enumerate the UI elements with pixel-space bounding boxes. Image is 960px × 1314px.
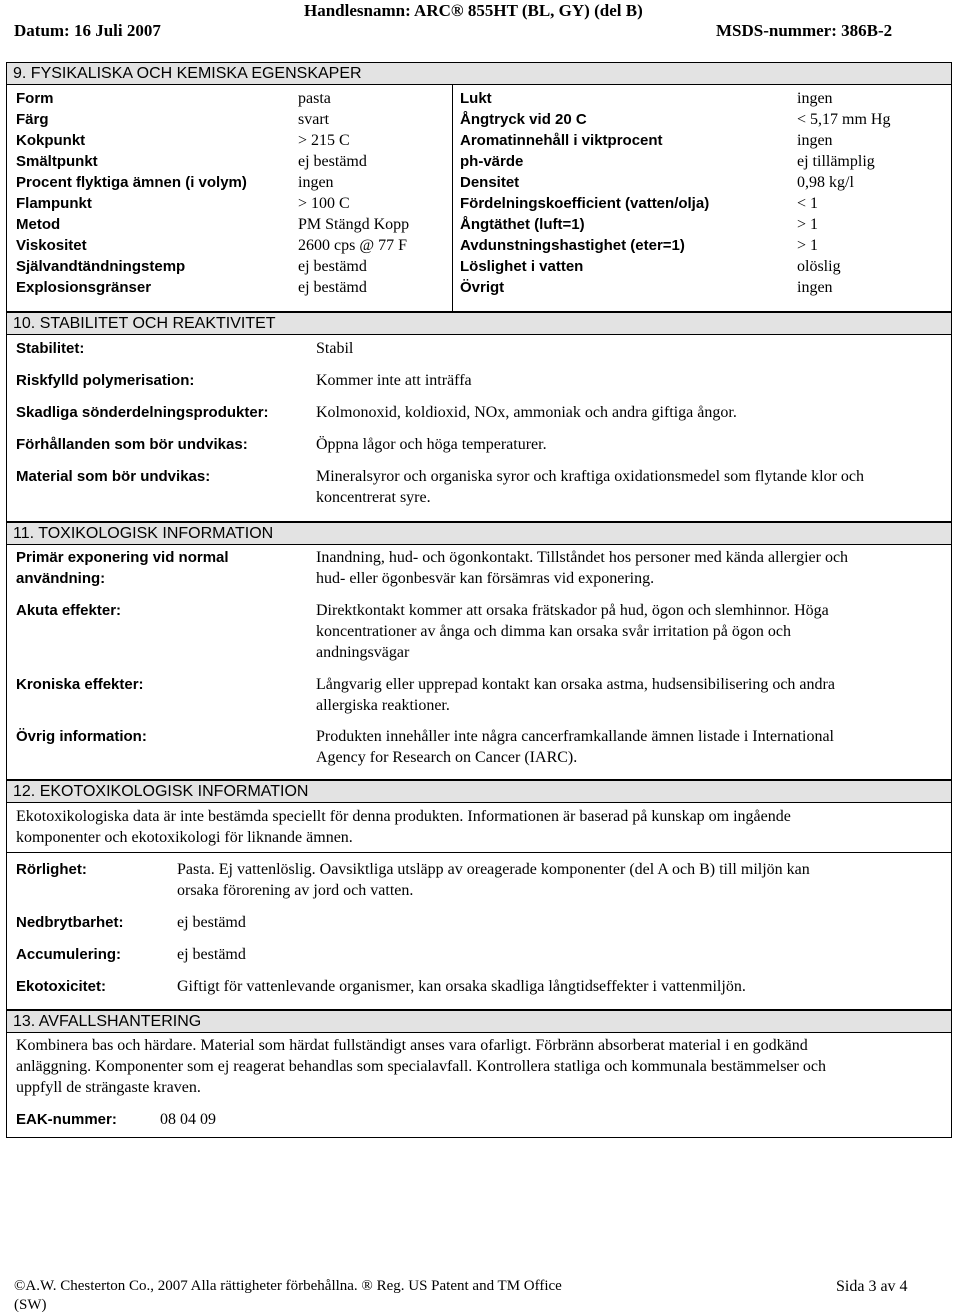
accumulation-label: Accumulering: bbox=[16, 946, 122, 963]
waste-text-cont: uppfyll de strängaste kraven. bbox=[16, 1079, 201, 1096]
property-value: ingen bbox=[797, 90, 833, 107]
section-12-title: 12. EKOTOXIKOLOGISK INFORMATION bbox=[7, 781, 951, 803]
eco-intro: Ekotoxikologiska data är inte bestämda speciellt för denna produkten. Informationen är baserad på kunskap om ingående bbox=[16, 808, 791, 825]
other-info-label: Övrig information: bbox=[16, 728, 147, 745]
ecotoxicity-label: Ekotoxicitet: bbox=[16, 978, 107, 995]
property-label: Ångtryck vid 20 C bbox=[460, 111, 587, 128]
column-divider bbox=[452, 85, 453, 312]
property-value: olöslig bbox=[797, 258, 841, 275]
property-label: Avdunstningshastighet (eter=1) bbox=[460, 237, 685, 254]
property-label: Explosionsgränser bbox=[16, 279, 152, 296]
property-label: Aromatinnehåll i viktprocent bbox=[460, 132, 663, 149]
property-label: Metod bbox=[16, 216, 61, 233]
property-label: Ångtäthet (luft=1) bbox=[460, 216, 585, 233]
conditions-avoid-label: Förhållanden som bör undvikas: bbox=[16, 436, 248, 453]
property-value: ej bestämd bbox=[298, 258, 367, 275]
chronic-effects-label: Kroniska effekter: bbox=[16, 676, 144, 693]
eco-intro-cont: komponenter och ekotoxikologi för liknande ämnen. bbox=[16, 829, 353, 846]
mobility-label: Rörlighet: bbox=[16, 861, 87, 878]
property-value: < 1 bbox=[797, 195, 819, 212]
other-info-value-cont: Agency for Research on Cancer (IARC). bbox=[316, 749, 578, 766]
property-label: ph-värde bbox=[460, 153, 524, 170]
property-value: > 1 bbox=[797, 237, 819, 254]
decomposition-label: Skadliga sönderdelningsprodukter: bbox=[16, 404, 269, 421]
exposure-label-cont: användning: bbox=[16, 570, 106, 587]
property-value: 2600 cps @ 77 F bbox=[298, 237, 407, 254]
property-label: Övrigt bbox=[460, 279, 505, 296]
materials-avoid-label: Material som bör undvikas: bbox=[16, 468, 211, 485]
property-label: Färg bbox=[16, 111, 49, 128]
footer-sw: (SW) bbox=[14, 1297, 47, 1313]
acute-effects-label: Akuta effekter: bbox=[16, 602, 122, 619]
waste-text-cont: anläggning. Komponenter som ej reagerat behandlas som specialavfall. Kontrollera statliga och kommunala bestämmelser och bbox=[16, 1058, 826, 1075]
polymerisation-value: Kommer inte att inträffa bbox=[316, 372, 472, 389]
ecotoxicity-value: Giftigt för vattenlevande organismer, kan orsaka skadliga långtidseffekter i vattenmiljön. bbox=[177, 978, 746, 995]
chronic-effects-value: Långvarig eller upprepad kontakt kan orsaka astma, hudsensibilisering och andra bbox=[316, 676, 835, 693]
property-value: ej bestämd bbox=[298, 153, 367, 170]
property-value: ingen bbox=[298, 174, 334, 191]
property-value: < 5,17 mm Hg bbox=[797, 111, 891, 128]
page-number: Sida 3 av 4 bbox=[836, 1278, 908, 1295]
property-label: Densitet bbox=[460, 174, 520, 191]
stability-label: Stabilitet: bbox=[16, 340, 85, 357]
exposure-value-cont: hud- eller ögonbesvär kan försämras vid exponering. bbox=[316, 570, 655, 587]
product-name: Handlesnamn: ARC® 855HT (BL, GY) (del B) bbox=[304, 1, 643, 20]
property-label: Fördelningskoefficient (vatten/olja) bbox=[460, 195, 710, 212]
property-value: ej tillämplig bbox=[797, 153, 875, 170]
property-value: > 215 C bbox=[298, 132, 350, 149]
property-label: Procent flyktiga ämnen (i volym) bbox=[16, 174, 247, 191]
exposure-label: Primär exponering vid normal bbox=[16, 549, 229, 566]
degradability-value: ej bestämd bbox=[177, 914, 246, 931]
property-label: Form bbox=[16, 90, 54, 107]
waste-text: Kombinera bas och härdare. Material som härdat fullständigt anses vara ofarligt. Förbränn absorberat material i en godkänd bbox=[16, 1037, 808, 1054]
property-value: pasta bbox=[298, 90, 331, 107]
property-label: Smältpunkt bbox=[16, 153, 98, 170]
decomposition-value: Kolmonoxid, koldioxid, NOx, ammoniak och andra giftiga ångor. bbox=[316, 404, 737, 421]
divider bbox=[6, 852, 952, 853]
accumulation-value: ej bestämd bbox=[177, 946, 246, 963]
property-label: Viskositet bbox=[16, 237, 87, 254]
property-label: Självandtändningstemp bbox=[16, 258, 186, 275]
acute-effects-value-cont: koncentrationer av ånga och dimma kan orsaka svår irritation på ögon och bbox=[316, 623, 791, 640]
property-value: > 100 C bbox=[298, 195, 350, 212]
section-13-title: 13. AVFALLSHANTERING bbox=[7, 1011, 951, 1033]
property-value: PM Stängd Kopp bbox=[298, 216, 410, 233]
eak-label: EAK-nummer: bbox=[16, 1111, 117, 1128]
property-label: Lukt bbox=[460, 90, 492, 107]
property-value: 0,98 kg/l bbox=[797, 174, 854, 191]
property-value: > 1 bbox=[797, 216, 819, 233]
copyright: ©A.W. Chesterton Co., 2007 Alla rättigheter förbehållna. ® Reg. US Patent and TM Office bbox=[14, 1278, 562, 1294]
property-value: ingen bbox=[797, 132, 833, 149]
stability-value: Stabil bbox=[316, 340, 354, 357]
eak-value: 08 04 09 bbox=[160, 1111, 216, 1128]
chronic-effects-value-cont: allergiska reaktioner. bbox=[316, 697, 450, 714]
mobility-value-cont: orsaka förorening av jord och vatten. bbox=[177, 882, 414, 899]
property-label: Kokpunkt bbox=[16, 132, 86, 149]
conditions-avoid-value: Öppna lågor och höga temperaturer. bbox=[316, 436, 547, 453]
document-date: Datum: 16 Juli 2007 bbox=[14, 21, 161, 40]
mobility-value: Pasta. Ej vattenlöslig. Oavsiktliga utsläpp av oreagerade komponenter (del A och B) till miljön kan bbox=[177, 861, 810, 878]
acute-effects-value-cont: andningsvägar bbox=[316, 644, 410, 661]
property-value: ingen bbox=[797, 279, 833, 296]
other-info-value: Produkten innehåller inte några cancerframkallande ämnen listade i International bbox=[316, 728, 834, 745]
section-11-title: 11. TOXIKOLOGISK INFORMATION bbox=[7, 523, 951, 545]
materials-avoid-value: Mineralsyror och organiska syror och kraftiga oxidationsmedel som flytande klor och bbox=[316, 468, 865, 485]
polymerisation-label: Riskfylld polymerisation: bbox=[16, 372, 195, 389]
acute-effects-value: Direktkontakt kommer att orsaka frätskador på hud, ögon och slemhinnor. Höga bbox=[316, 602, 829, 619]
property-label: Flampunkt bbox=[16, 195, 92, 212]
msds-number: MSDS-nummer: 386B-2 bbox=[716, 21, 893, 40]
property-value: svart bbox=[298, 111, 330, 128]
section-9-title: 9. FYSIKALISKA OCH KEMISKA EGENSKAPER bbox=[7, 63, 951, 85]
exposure-value: Inandning, hud- och ögonkontakt. Tillståndet hos personer med kända allergier och bbox=[316, 549, 849, 566]
property-value: ej bestämd bbox=[298, 279, 367, 296]
property-label: Löslighet i vatten bbox=[460, 258, 584, 275]
degradability-label: Nedbrytbarhet: bbox=[16, 914, 124, 931]
section-10-title: 10. STABILITET OCH REAKTIVITET bbox=[7, 313, 951, 335]
materials-avoid-value-cont: koncentrerat syre. bbox=[316, 489, 431, 506]
